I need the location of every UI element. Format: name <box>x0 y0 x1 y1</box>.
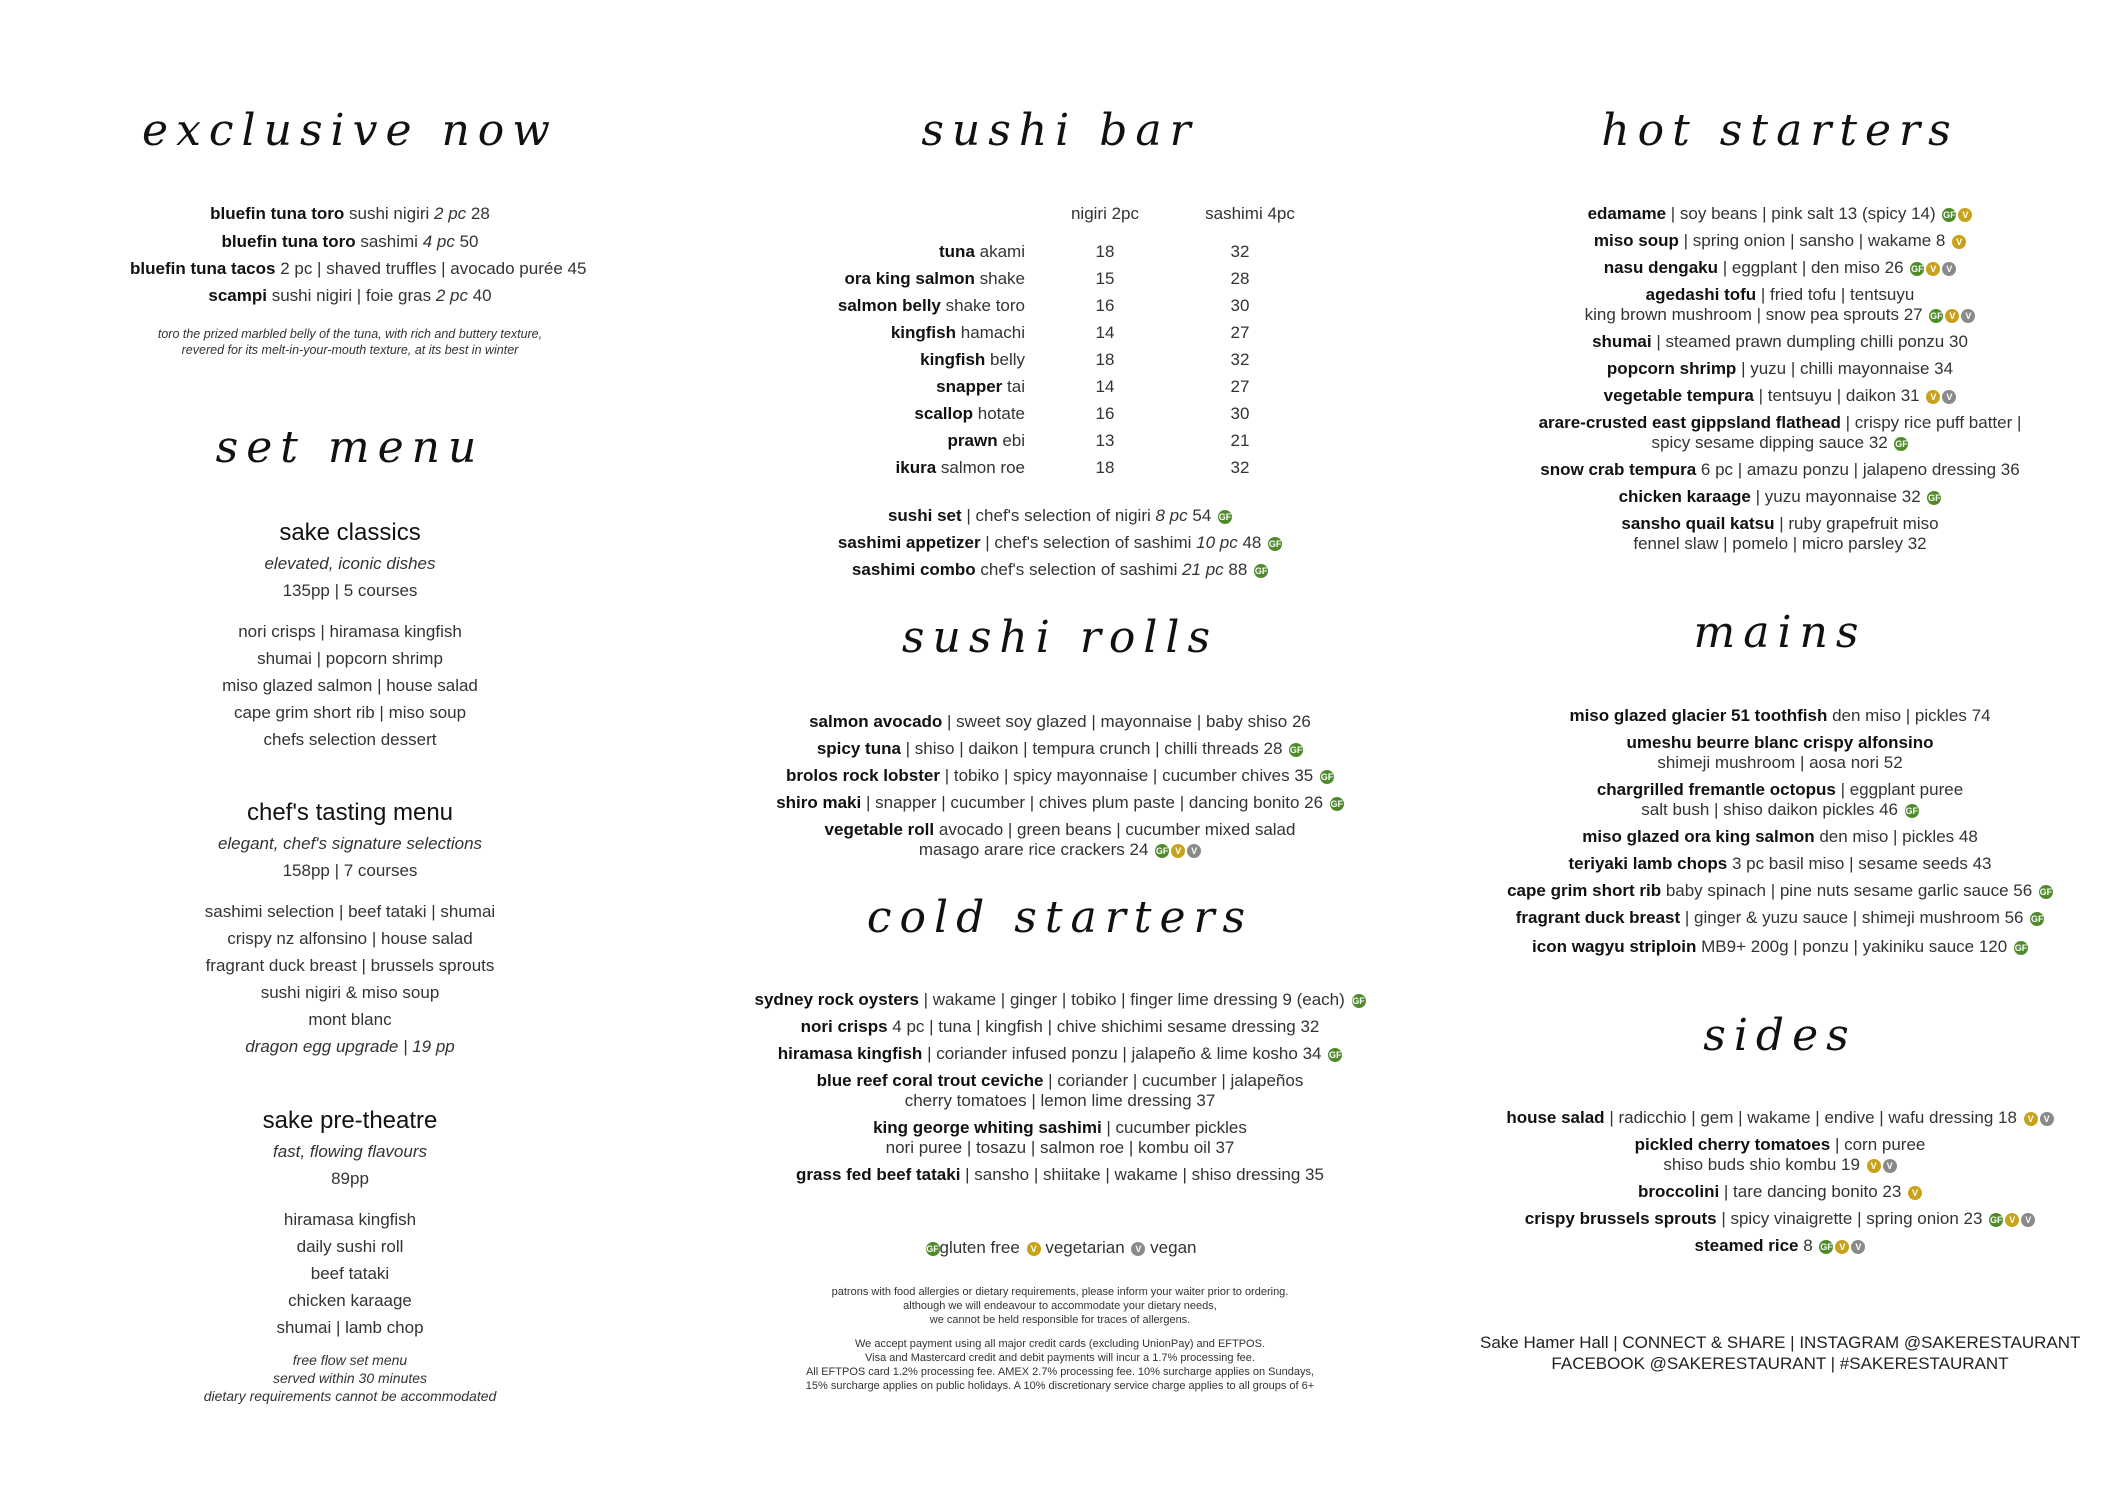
hot-item-cont: fennel slaw | pomelo | micro parsley 32 <box>1633 534 1927 553</box>
gluten-free-icon: GF <box>1330 798 1344 809</box>
tasting-title: chef's tasting menu <box>246 799 454 826</box>
sushibar-row: tuna akami 18 32 <box>939 242 1250 261</box>
tasting-item: fragrant duck breast | brussels sprouts <box>205 956 495 975</box>
mains-heading: mains <box>1693 607 1867 658</box>
gluten-free-icon: GF <box>1820 1241 1833 1252</box>
sushibar-row: snapper tai 14 27 <box>936 377 1250 396</box>
gluten-free-icon: GF <box>1254 565 1268 576</box>
sushi-set: sushi set | chef's selection of nigiri 8 pc 54 GF <box>887 506 1232 525</box>
vegan-icon: V <box>1851 1240 1865 1254</box>
tasting-price: 158pp | 7 courses <box>282 861 418 880</box>
sushibar-row: scallop hotate 16 30 <box>914 404 1250 423</box>
hot-item: popcorn shrimp | yuzu | chilli mayonnaise 34 <box>1606 359 1954 378</box>
exclusive-item: bluefin tuna toro sashimi 4 pc 50 <box>221 232 479 251</box>
roll-item: spicy tuna | shiso | daikon | tempura crunch | chilli threads 28 GF <box>816 739 1303 758</box>
social-footer: Sake Hamer Hall | CONNECT & SHARE | INSTAGRAM @SAKERESTAURANT <box>1480 1333 2081 1352</box>
sashimi-col-header: sashimi 4pc <box>1205 204 1295 223</box>
sushibar-row: salmon belly shake toro 16 30 <box>837 296 1250 315</box>
fineprint: although we will endeavour to accommodate your dietary needs, <box>903 1300 1217 1312</box>
roll-item: brolos rock lobster | tobiko | spicy mayonnaise | cucumber chives 35 GF <box>786 766 1334 785</box>
fineprint: Visa and Mastercard credit and debit payments will incur a 1.7% processing fee. <box>865 1352 1255 1364</box>
theatre-item: chicken karaage <box>288 1291 412 1310</box>
gluten-free-icon: GF <box>1989 1214 2003 1225</box>
social-footer: FACEBOOK @SAKERESTAURANT | #SAKERESTAURANT <box>1551 1354 2009 1373</box>
hot-item: sansho quail katsu | ruby grapefruit miso <box>1621 514 1939 533</box>
classics-price: 135pp | 5 courses <box>282 581 418 600</box>
hot-item: miso soup | spring onion | sansho | wakame 8 V <box>1480 231 2080 251</box>
cold-item-cont: nori puree | tosazu | salmon roe | kombu oil 37 <box>885 1138 1235 1157</box>
sides-item: broccolini | tare dancing bonito 23 V <box>1480 1182 2080 1202</box>
hot-item: nasu dengaku | eggplant | den miso 26 GF V V <box>1480 258 2080 278</box>
vegan-icon: V <box>1187 844 1201 858</box>
classics-item: miso glazed salmon | house salad <box>222 676 478 695</box>
sushibar-row: ora king salmon shake 15 28 <box>844 269 1250 288</box>
cold-heading: cold starters <box>866 892 1254 943</box>
hot-item: edamame | soy beans | pink salt 13 (spicy 14) GF V <box>1480 204 2080 224</box>
classics-title: sake classics <box>279 519 421 546</box>
mains-item: teriyaki lamb chops 3 pc basil miso | sesame seeds 43 <box>1568 854 1992 873</box>
theatre-subtitle: fast, flowing flavours <box>272 1142 427 1161</box>
gluten-free-icon: GF <box>1268 538 1282 549</box>
sushibar-heading: sushi bar <box>921 105 1199 156</box>
roll-item-cont: masago arare rice crackers 24 GF V V <box>740 840 1380 860</box>
hot-item-cont: king brown mushroom | snow pea sprouts 27 GF V V <box>1480 305 2080 325</box>
theatre-item: daily sushi roll <box>296 1237 404 1256</box>
vegan-icon: V <box>1131 1242 1145 1256</box>
gluten-free-icon: GF <box>1943 209 1956 220</box>
vegetarian-icon: V <box>2005 1213 2019 1227</box>
sides-item-cont: shiso buds shio kombu 19 V V <box>1480 1155 2080 1175</box>
theatre-note: served within 30 minutes <box>272 1370 428 1386</box>
tasting-item: sashimi selection | beef tataki | shumai <box>204 902 496 921</box>
vegetarian-icon: V <box>1835 1240 1849 1254</box>
classics-item: cape grim short rib | miso soup <box>233 703 467 722</box>
tasting-item: sushi nigiri & miso soup <box>260 983 440 1002</box>
theatre-item: hiramasa kingfish <box>283 1210 417 1229</box>
tasting-item: mont blanc <box>308 1010 392 1029</box>
vegetarian-icon: V <box>2024 1112 2038 1126</box>
gluten-free-icon: GF <box>1218 511 1232 522</box>
gluten-free-icon: GF <box>1289 744 1303 755</box>
exclusive-item: scampi sushi nigiri | foie gras 2 pc 40 <box>208 286 492 305</box>
mains-item: fragrant duck breast | ginger & yuzu sauce | shimeji mushroom 56 GF <box>1515 908 2044 927</box>
hot-item: agedashi tofu | fried tofu | tentsuyu <box>1645 285 1915 304</box>
fineprint: we cannot be held responsible for traces of allergens. <box>929 1314 1191 1326</box>
gluten-free-icon: GF <box>2030 913 2044 924</box>
rolls-heading: sushi rolls <box>901 612 1219 663</box>
mains-item: miso glazed glacier 51 toothfish den miso | pickles 74 <box>1569 706 1991 725</box>
gluten-free-icon: GF <box>1352 995 1365 1006</box>
tasting-subtitle: elegant, chef's signature selections <box>217 834 483 853</box>
theatre-note: dietary requirements cannot be accommodated <box>203 1388 497 1404</box>
cold-item: hiramasa kingfish | coriander infused ponzu | jalapeño & lime kosho 34 GF <box>777 1044 1342 1063</box>
classics-subtitle: elevated, iconic dishes <box>264 554 436 573</box>
sushibar-header-row <box>740 204 1380 224</box>
hot-item: arare-crusted east gippsland flathead | crispy rice puff batter | <box>1538 413 2022 432</box>
sides-item: pickled cherry tomatoes | corn puree <box>1634 1135 1926 1154</box>
sides-item: crispy brussels sprouts | spicy vinaigrette | spring onion 23 GF V V <box>1480 1209 2080 1229</box>
sushibar-row: prawn ebi 13 21 <box>947 431 1250 450</box>
sushibar-row: kingfish belly 18 32 <box>920 350 1250 369</box>
hot-item: chicken karaage | yuzu mayonnaise 32 GF <box>1618 487 1941 506</box>
cold-item-cont: cherry tomatoes | lemon lime dressing 37 <box>904 1091 1216 1110</box>
vegetarian-icon: V <box>1027 1242 1041 1256</box>
mains-item: cape grim short rib baby spinach | pine nuts sesame garlic sauce 56 GF <box>1507 881 2053 900</box>
right-column <box>1480 0 2080 1497</box>
vegan-icon: V <box>2040 1112 2054 1126</box>
mains-item-cont: salt bush | shiso daikon pickles 46 GF <box>1641 800 1918 819</box>
roll-item: salmon avocado | sweet soy glazed | mayonnaise | baby shiso 26 <box>809 712 1311 731</box>
mains-item: miso glazed ora king salmon den miso | pickles 48 <box>1582 827 1978 846</box>
vegan-icon: V <box>1942 262 1956 276</box>
hot-item: snow crab tempura 6 pc | amazu ponzu | jalapeno dressing 36 <box>1540 460 2020 479</box>
exclusive-heading: exclusive now <box>142 105 558 156</box>
vegetarian-icon: V <box>1926 262 1940 276</box>
gluten-free-icon: GF <box>1328 1049 1342 1060</box>
sashimi-combo: sashimi combo chef's selection of sashimi 21 pc 88 GF <box>851 560 1268 579</box>
vegetarian-icon: V <box>1867 1159 1881 1173</box>
theatre-note: free flow set menu <box>292 1352 408 1368</box>
gluten-free-icon: GF <box>1895 438 1908 449</box>
sides-heading: sides <box>1703 1010 1857 1061</box>
exclusive-item: bluefin tuna tacos 2 pc | shaved truffles | avocado purée 45 <box>130 259 587 278</box>
theatre-item: shumai | lamb chop <box>276 1318 424 1337</box>
vegan-icon: V <box>1942 390 1956 404</box>
vegan-icon: V <box>1883 1159 1897 1173</box>
vegetarian-icon: V <box>1926 390 1940 404</box>
gluten-free-icon: GF <box>926 1243 939 1254</box>
hot-item-cont: spicy sesame dipping sauce 32 GF <box>1651 433 1908 452</box>
gluten-free-icon: GF <box>1928 492 1941 503</box>
cold-item: nori crisps 4 pc | tuna | kingfish | chive shichimi sesame dressing 32 <box>800 1017 1320 1036</box>
mains-item: chargrilled fremantle octopus | eggplant puree <box>1596 780 1964 799</box>
classics-item: chefs selection dessert <box>263 730 437 749</box>
nigiri-col-header: nigiri 2pc <box>1070 204 1140 223</box>
middle-column <box>740 0 1380 1497</box>
sushibar-row: ikura salmon roe 18 32 <box>895 458 1250 477</box>
tasting-item: crispy nz alfonsino | house salad <box>227 929 473 948</box>
vegetarian-icon: V <box>1952 235 1966 249</box>
exclusive-item: bluefin tuna toro sushi nigiri 2 pc 28 <box>210 204 490 223</box>
setmenu-heading: set menu <box>215 422 485 473</box>
theatre-item: beef tataki <box>310 1264 390 1283</box>
theatre-title: sake pre-theatre <box>262 1107 438 1134</box>
cold-item: king george whiting sashimi | cucumber pickles <box>873 1118 1247 1137</box>
vegetarian-icon: V <box>1958 208 1972 222</box>
vegan-icon: V <box>1961 309 1975 323</box>
sides-item: house salad | radicchio | gem | wakame | endive | wafu dressing 18 V V <box>1480 1108 2080 1128</box>
cold-item: sydney rock oysters | wakame | ginger | tobiko | finger lime dressing 9 (each) GF <box>754 990 1365 1009</box>
fineprint: 15% surcharge applies on public holidays. A 10% discretionary service charge applies to all groups of 6+ <box>805 1380 1315 1392</box>
classics-item: nori crisps | hiramasa kingfish <box>238 622 462 641</box>
roll-item: vegetable roll avocado | green beans | cucumber mixed salad <box>824 820 1296 839</box>
tasting-upgrade: dragon egg upgrade | 19 pp <box>245 1037 455 1056</box>
fineprint: All EFTPOS card 1.2% processing fee. AMEX 2.7% processing fee. 10% surcharge applies on Sundays, <box>805 1366 1315 1378</box>
vegetarian-icon: V <box>1171 844 1185 858</box>
sushibar-row: kingfish hamachi 14 27 <box>890 323 1250 342</box>
theatre-price: 89pp <box>331 1169 369 1188</box>
gluten-free-icon: GF <box>1155 845 1169 856</box>
cold-item: grass fed beef tataki | sansho | shiitake | wakame | shiso dressing 35 <box>796 1165 1324 1184</box>
fineprint: patrons with food allergies or dietary requirements, please inform your waiter prior to ordering. <box>831 1286 1289 1298</box>
mains-item: umeshu beurre blanc crispy alfonsino <box>1626 733 1934 752</box>
hot-item: shumai | steamed prawn dumpling chilli ponzu 30 <box>1592 332 1968 351</box>
sashimi-appetizer: sashimi appetizer | chef's selection of sashimi 10 pc 48 GF <box>837 533 1282 552</box>
cold-item: blue reef coral trout ceviche | coriander | cucumber | jalapeños <box>816 1071 1304 1090</box>
hot-item: vegetable tempura | tentsuyu | daikon 31 V V <box>1480 386 2080 406</box>
mains-item-cont: shimeji mushroom | aosa nori 52 <box>1657 753 1903 772</box>
fineprint: We accept payment using all major credit cards (excluding UnionPay) and EFTPOS. <box>854 1338 1266 1350</box>
exclusive-note: toro the prized marbled belly of the tuna, with rich and buttery texture, <box>157 327 543 341</box>
gluten-free-icon: GF <box>1911 263 1924 274</box>
hot-heading: hot starters <box>1601 105 1959 156</box>
sides-item: steamed rice 8 GF V V <box>1480 1236 2080 1256</box>
gluten-free-icon: GF <box>2014 942 2028 953</box>
left-column <box>130 0 587 1497</box>
gluten-free-icon: GF <box>1930 310 1943 321</box>
gluten-free-icon: GF <box>2039 886 2053 897</box>
roll-item: shiro maki | snapper | cucumber | chives plum paste | dancing bonito 26 GF <box>776 793 1344 812</box>
gluten-free-icon: GF <box>1905 805 1918 816</box>
vegetarian-icon: V <box>1945 309 1959 323</box>
classics-item: shumai | popcorn shrimp <box>257 649 443 668</box>
exclusive-note: revered for its melt-in-your-mouth texture, at its best in winter <box>181 343 519 357</box>
dietary-legend: GFgluten free V vegetarian V vegan <box>926 1238 1197 1257</box>
gluten-free-icon: GF <box>1320 771 1334 782</box>
mains-item: icon wagyu striploin MB9+ 200g | ponzu | yakiniku sauce 120 GF <box>1532 937 2028 956</box>
vegetarian-icon: V <box>1908 1186 1922 1200</box>
vegan-icon: V <box>2021 1213 2035 1227</box>
